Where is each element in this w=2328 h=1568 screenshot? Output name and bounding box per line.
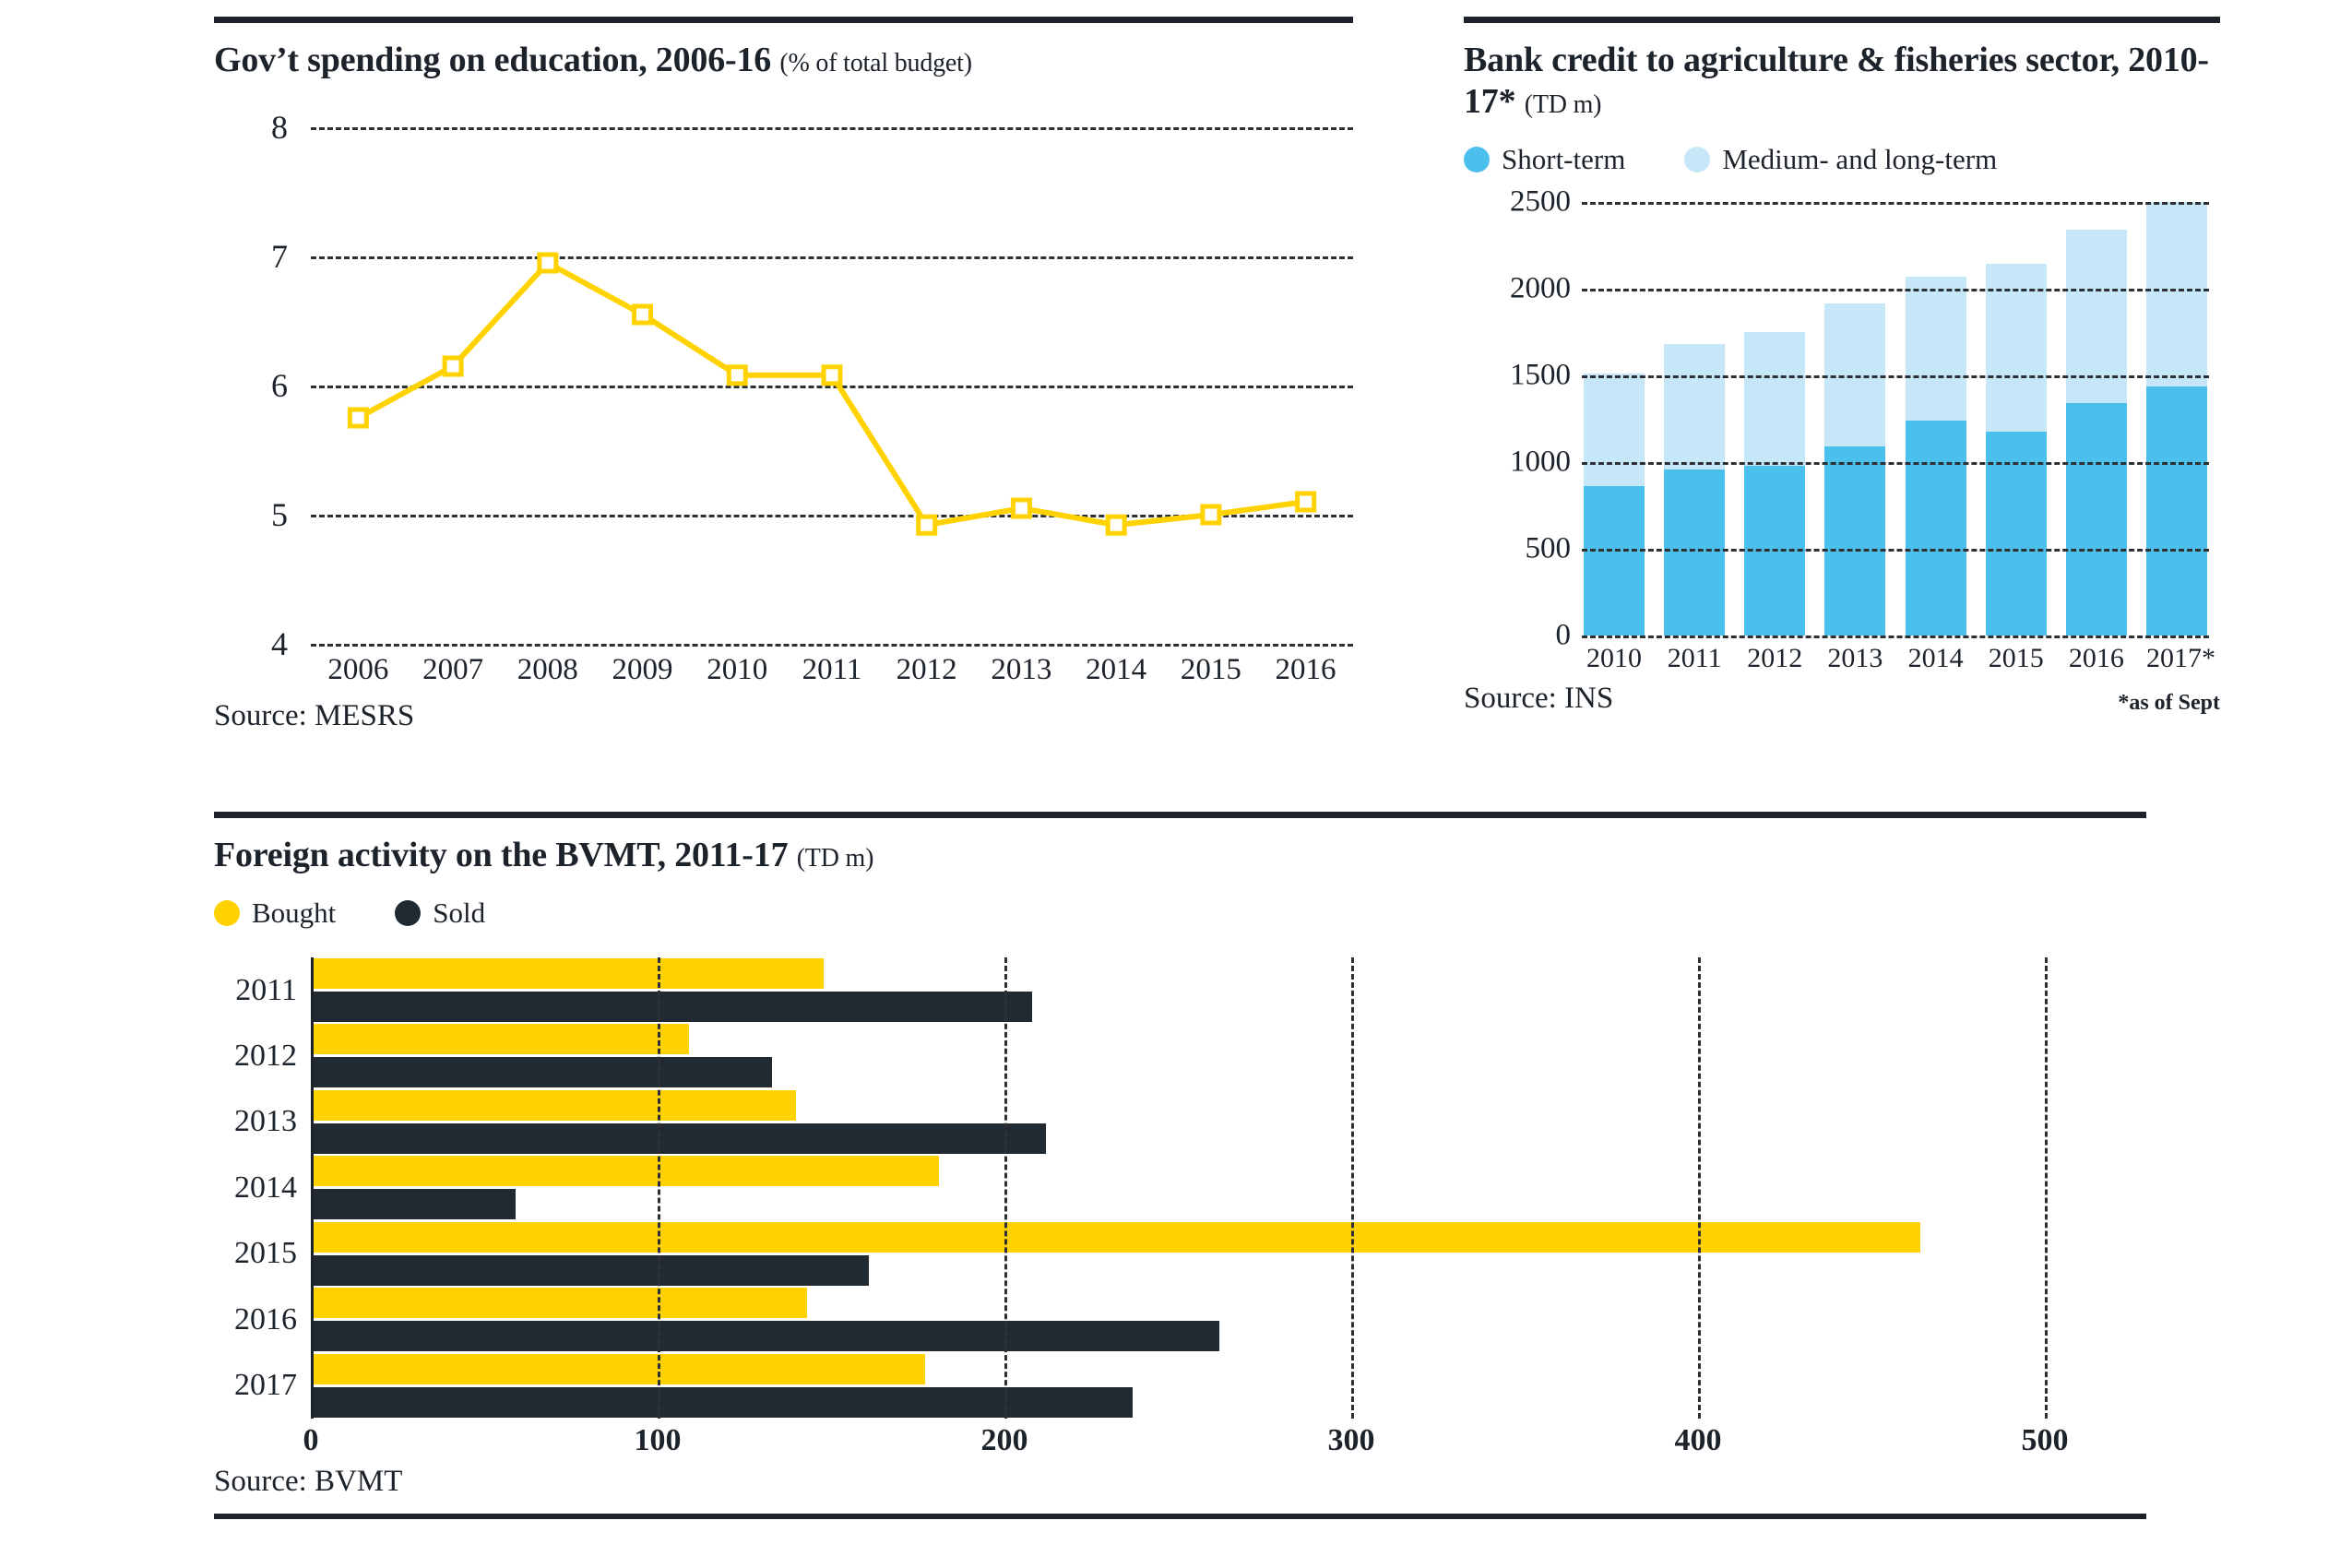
bar-segment-medium-long-term [1664,344,1725,469]
education-x-tick-label: 2007 [422,652,484,686]
education-chart [214,109,1367,690]
bvmt-category-group [311,958,2045,1022]
panel-rule-top [214,17,1353,23]
bar-segment-short-term [1584,486,1645,636]
bvmt-gridline [1351,957,1354,1419]
education-x-tick-label: 2012 [896,652,957,686]
bank-credit-x-tick-label: 2011 [1667,642,1722,673]
bvmt-legend [214,897,2146,930]
legend-item [214,897,336,930]
panel-rule-top [1464,17,2220,23]
bvmt-title-text: Foreign activity on the BVMT, 2011-17 [214,836,789,874]
top-row [0,17,2328,733]
bank-credit-x-tick-label: 2012 [1747,642,1803,673]
bank-credit-title-unit: (TD m) [1524,89,1602,119]
bank-credit-gridline [1582,289,2209,291]
bank-credit-x-tick-label: 2016 [2068,642,2124,673]
legend-item [1684,143,1997,176]
legend-label: Short-term [1502,142,1626,175]
panel-education [214,17,1408,733]
bank-credit-bar [1584,202,1645,636]
bvmt-bar-sold [311,1255,869,1286]
bar-segment-medium-long-term [1584,374,1645,486]
bvmt-x-tick-label: 500 [2021,1422,2069,1457]
bvmt-category-label: 2013 [234,1104,297,1139]
panel-rule-bottom [214,1514,2146,1519]
bar-segment-short-term [2146,386,2207,636]
bar-segment-medium-long-term [1906,277,1966,422]
bvmt-bar-bought [311,1156,939,1186]
bar-segment-medium-long-term [2146,202,2207,386]
legend-item [1464,143,1625,176]
education-x-tick-label: 2008 [517,652,578,686]
legend-item [395,897,485,930]
bvmt-bar-sold [311,1123,1046,1154]
bank-credit-x-tick-label: 2010 [1586,642,1642,673]
education-x-tick-label: 2006 [327,652,389,686]
bvmt-gridline [658,957,660,1419]
education-plot-area [271,108,1353,662]
education-y-tick-label: 4 [271,624,288,662]
bar-segment-short-term [1824,446,1885,636]
bank-credit-bar [2066,202,2127,636]
legend-label: Sold [433,896,486,929]
bar-segment-short-term [2066,403,2127,636]
legend-swatch-icon [395,900,421,926]
bar-segment-short-term [1664,469,1725,636]
bvmt-x-tick-label: 100 [634,1422,682,1457]
bvmt-bar-bought [311,1288,807,1318]
bvmt-category-group [311,1024,2045,1087]
bvmt-plot-area [234,957,2045,1419]
bank-credit-x-tick-label: 2017* [2145,642,2215,673]
bvmt-bar-bought [311,1024,689,1054]
bvmt-category-label: 2011 [235,972,297,1007]
legend-label: Medium- and long-term [1722,142,1998,175]
education-gridline [311,644,1353,647]
bank-credit-x-tick-label: 2015 [1988,642,2044,673]
education-title-text: Gov’t spending on education, 2006-16 [214,41,772,79]
bank-credit-bar [1986,202,2047,636]
education-x-axis [311,653,1353,687]
bank-credit-bar [1664,202,1725,636]
bank-credit-x-axis [1582,642,2215,674]
bank-credit-legend [1464,143,2220,176]
bvmt-bar-sold [311,992,1032,1022]
bank-credit-bar [1824,202,1885,636]
bvmt-bar-sold [311,1057,772,1087]
bar-segment-medium-long-term [1744,332,1805,467]
bank-credit-bars [1582,202,2209,636]
bank-credit-y-tick-label: 1000 [1510,445,1571,479]
bank-credit-bar [1906,202,1966,636]
bvmt-bar-bought [311,958,824,989]
legend-label: Bought [252,896,337,929]
bvmt-bar-sold [311,1387,1133,1418]
education-x-tick-label: 2010 [707,652,768,686]
bvmt-bar-rows [311,957,2045,1419]
education-y-tick-label: 8 [271,108,288,146]
education-y-tick-label: 5 [271,495,288,533]
bvmt-x-tick-label: 200 [980,1422,1028,1457]
bank-credit-title-text: Bank credit to agriculture & fisheries sector, 2010-17* [1464,41,2209,121]
education-x-tick-label: 2015 [1180,652,1241,686]
bvmt-category-label: 2017 [234,1368,297,1403]
education-x-tick-label: 2011 [802,652,862,686]
legend-swatch-icon [1464,147,1490,172]
bank-credit-y-tick-label: 2000 [1510,271,1571,305]
bank-credit-bar [2146,202,2207,636]
bank-credit-x-tick-label: 2013 [1827,642,1883,673]
bank-credit-gridline [1582,549,2209,552]
bvmt-category-group [311,1090,2045,1154]
bvmt-category-label: 2016 [234,1301,297,1336]
panel-bvmt [214,812,2146,1519]
legend-swatch-icon [1684,147,1710,172]
bvmt-category-label: 2014 [234,1170,297,1205]
source-bank-credit: Source: INS [1464,681,1614,715]
education-line-series [311,127,1353,644]
education-title-unit: (% of total budget) [779,49,972,77]
bvmt-x-tick-label: 300 [1327,1422,1375,1457]
panel-bank-credit [1464,17,2220,733]
education-y-tick-label: 7 [271,237,288,275]
bvmt-category-group [311,1222,2045,1286]
note-bank-credit: *as of Sept [2118,690,2220,715]
bvmt-x-tick-label: 0 [303,1422,319,1457]
bank-credit-gridline [1582,375,2209,378]
bank-credit-y-tick-label: 1500 [1510,358,1571,392]
panel-title-bank-credit [1464,40,2220,123]
bank-credit-x-tick-label: 2014 [1907,642,1964,673]
bvmt-gridline [1004,957,1007,1419]
source-education: Source: MESRS [214,698,415,732]
bvmt-bar-bought [311,1222,1920,1253]
bvmt-bar-sold [311,1321,1219,1351]
bank-credit-gridline [1582,462,2209,465]
panel-title-education [214,40,1353,81]
bank-credit-gridline [1582,202,2209,205]
bar-segment-short-term [1906,421,1966,635]
bvmt-category-group [311,1354,2045,1418]
bvmt-bar-bought [311,1354,925,1384]
bvmt-gridline [2045,957,2048,1419]
legend-swatch-icon [214,900,240,926]
bank-credit-bar [1744,202,1805,636]
bank-credit-plot-area [1510,184,2209,652]
bvmt-y-axis-line [311,957,314,1419]
bvmt-chart [214,957,2146,1455]
education-y-tick-label: 6 [271,366,288,404]
bank-credit-y-tick-label: 2500 [1510,184,1571,219]
bvmt-category-label: 2012 [234,1038,297,1073]
source-bvmt: Source: BVMT [214,1464,403,1498]
bvmt-category-group [311,1156,2045,1219]
education-x-tick-label: 2016 [1275,652,1336,686]
education-x-tick-label: 2013 [991,652,1052,686]
panel-rule-top [214,812,2146,818]
bank-credit-y-tick-label: 500 [1525,531,1571,565]
bvmt-bar-sold [311,1189,516,1219]
bank-credit-chart [1464,184,2220,673]
panel-title-bvmt [214,835,2146,876]
bvmt-title-unit: (TD m) [796,844,874,873]
bvmt-category-group [311,1288,2045,1351]
education-x-tick-label: 2009 [612,652,673,686]
education-x-tick-label: 2014 [1086,652,1147,686]
bvmt-category-label: 2015 [234,1236,297,1271]
bvmt-x-tick-label: 400 [1674,1422,1722,1457]
bvmt-bar-bought [311,1090,796,1121]
bvmt-gridline [1698,957,1701,1419]
bank-credit-gridline [1582,636,2209,638]
bank-credit-y-tick-label: 0 [1555,618,1571,652]
